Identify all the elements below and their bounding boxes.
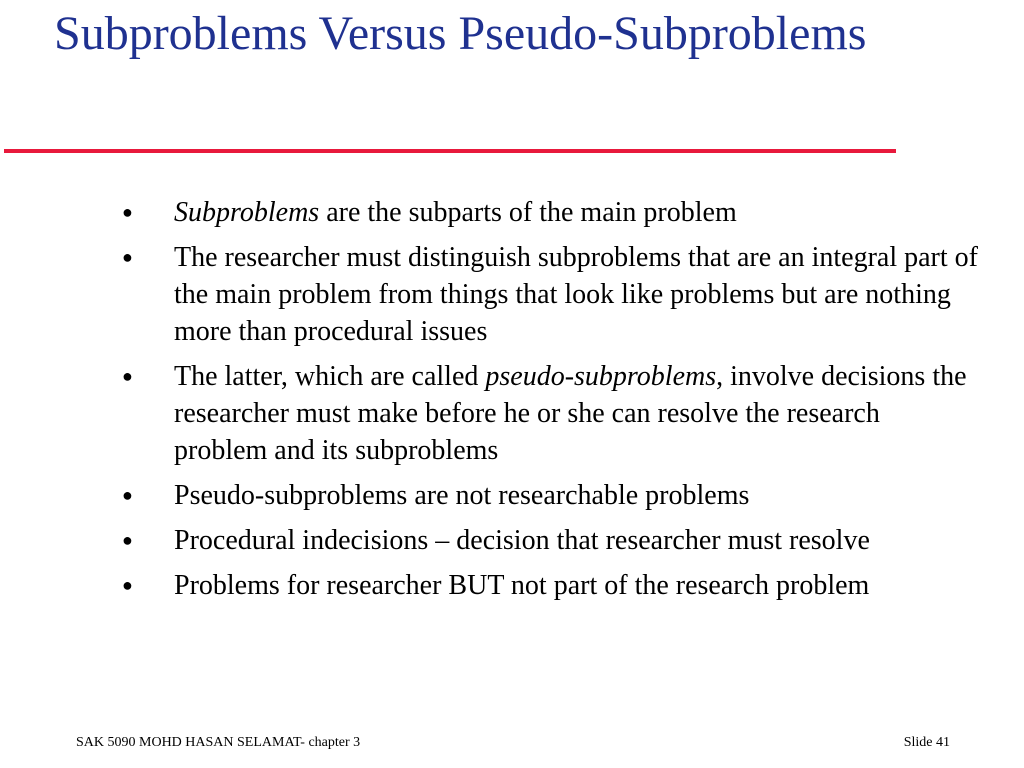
bullet-list xyxy=(120,194,980,612)
bullet-text: The researcher must distinguish subproblems that are an integral part of the main problem from things that look like problems but are nothing more than procedural issues xyxy=(174,242,978,347)
bullet-item-6 xyxy=(120,567,980,604)
bullet-icon: ● xyxy=(122,530,133,550)
footer-slide-number: Slide 41 xyxy=(903,735,950,750)
bullet-item-3 xyxy=(120,358,980,469)
bullet-item-2 xyxy=(120,239,980,350)
bullet-text: Problems for researcher BUT not part of the research problem xyxy=(174,570,870,601)
bullet-text: Pseudo-subproblems are not researchable problems xyxy=(174,480,750,511)
bullet-text-after: , involve decisions the researcher must make before he or she can resolve the research problem and its subproblems xyxy=(174,361,967,466)
bullet-text: Procedural indecisions – decision that researcher must resolve xyxy=(174,525,870,556)
bullet-italic-term: pseudo-subproblems xyxy=(485,361,717,392)
bullet-text xyxy=(174,197,737,228)
bullet-item-4 xyxy=(120,477,980,514)
bullet-icon: ● xyxy=(122,366,133,386)
bullet-text-rest: are the subparts of the main problem xyxy=(319,197,737,228)
title-divider xyxy=(4,149,896,153)
bullet-text xyxy=(174,361,967,466)
bullet-icon: ● xyxy=(122,575,133,595)
slide-title: Subproblems Versus Pseudo-Subproblems xyxy=(54,7,867,60)
bullet-italic-term: Subproblems xyxy=(174,197,320,228)
bullet-item-5 xyxy=(120,522,980,559)
bullet-icon: ● xyxy=(122,247,133,267)
footer-course-label: SAK 5090 MOHD HASAN SELAMAT- chapter 3 xyxy=(76,735,361,750)
bullet-icon: ● xyxy=(122,202,133,222)
bullet-item-1 xyxy=(120,194,980,231)
bullet-text-before: The latter, which are called xyxy=(174,361,486,392)
bullet-icon: ● xyxy=(122,485,133,505)
